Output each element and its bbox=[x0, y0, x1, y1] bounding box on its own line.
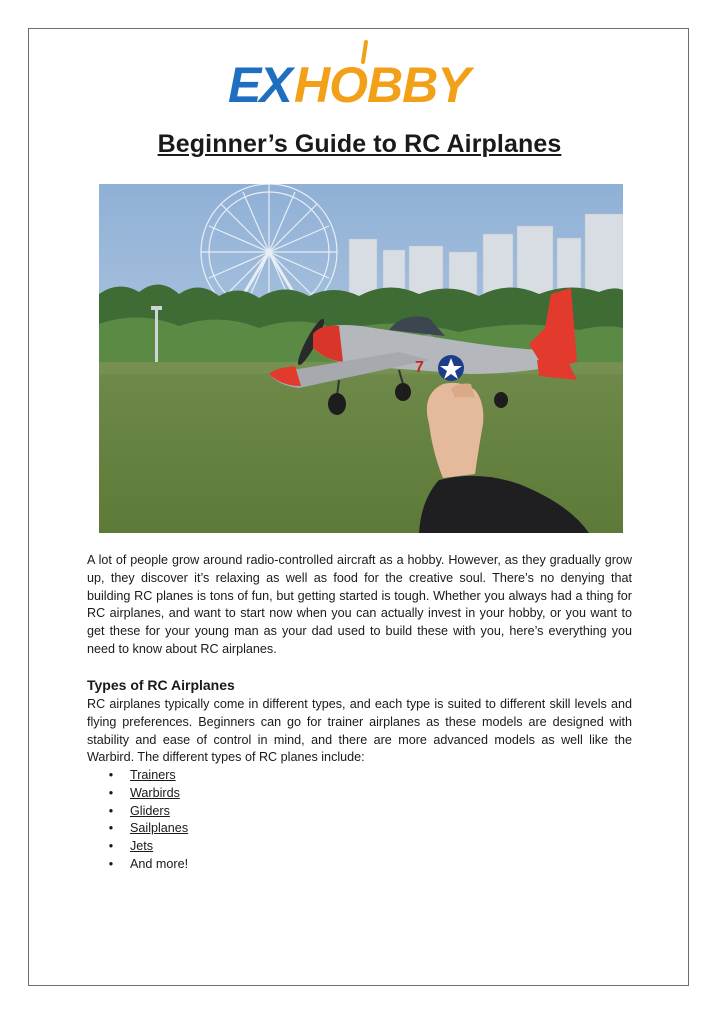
exhobby-logo bbox=[226, 40, 486, 110]
and-more-text: And more! bbox=[130, 856, 189, 871]
logo-text-ex: EX bbox=[228, 57, 291, 110]
logo-text-hobby: HOBBY bbox=[294, 57, 470, 110]
types-list bbox=[106, 767, 188, 874]
bullet: • bbox=[108, 856, 114, 871]
list-item bbox=[106, 856, 188, 874]
gliders-link[interactable]: Gliders bbox=[130, 803, 170, 818]
section-body-types: RC airplanes typically come in different types, and each type is suited to different skill levels and flying preferences. Beginners can go for trainer airplanes as these models are designed with stability and ease of control in mind, and there are more advanced models as well like the Warbird. The different types of RC planes include: bbox=[87, 697, 632, 765]
bullet: • bbox=[108, 839, 114, 854]
bullet: • bbox=[108, 803, 114, 818]
intro-paragraph: A lot of people grow around radio-controlled aircraft as a hobby. However, as they gradually grow up, they discover it’s relaxing as well as food for the creative soul. There’s no denying that building RC planes is tons of fun, but getting started is tough. Whether you always had a thing for RC airplanes, and want to start now when you can actually invest in your hobby, or you want to get these for your young man as your dad used to build these with you, here’s everything you need to know about RC airplanes. bbox=[87, 553, 632, 656]
sailplanes-link[interactable]: Sailplanes bbox=[130, 821, 189, 836]
list-item bbox=[106, 767, 188, 785]
warbirds-link[interactable]: Warbirds bbox=[130, 785, 180, 800]
page-title: Beginner’s Guide to RC Airplanes bbox=[157, 130, 562, 158]
hero-photo-rc-airplane bbox=[99, 184, 623, 533]
list-item bbox=[106, 785, 188, 803]
bullet: • bbox=[108, 821, 114, 836]
bullet: • bbox=[108, 768, 114, 782]
trainers-link[interactable]: Trainers bbox=[130, 768, 176, 782]
jets-link[interactable]: Jets bbox=[130, 839, 154, 854]
list-item bbox=[106, 838, 188, 856]
bullet: • bbox=[108, 785, 114, 800]
list-item bbox=[106, 820, 188, 838]
plane-marking: 7 bbox=[415, 359, 424, 376]
section-heading-types: Types of RC Airplanes bbox=[87, 677, 235, 693]
list-item bbox=[106, 803, 188, 821]
